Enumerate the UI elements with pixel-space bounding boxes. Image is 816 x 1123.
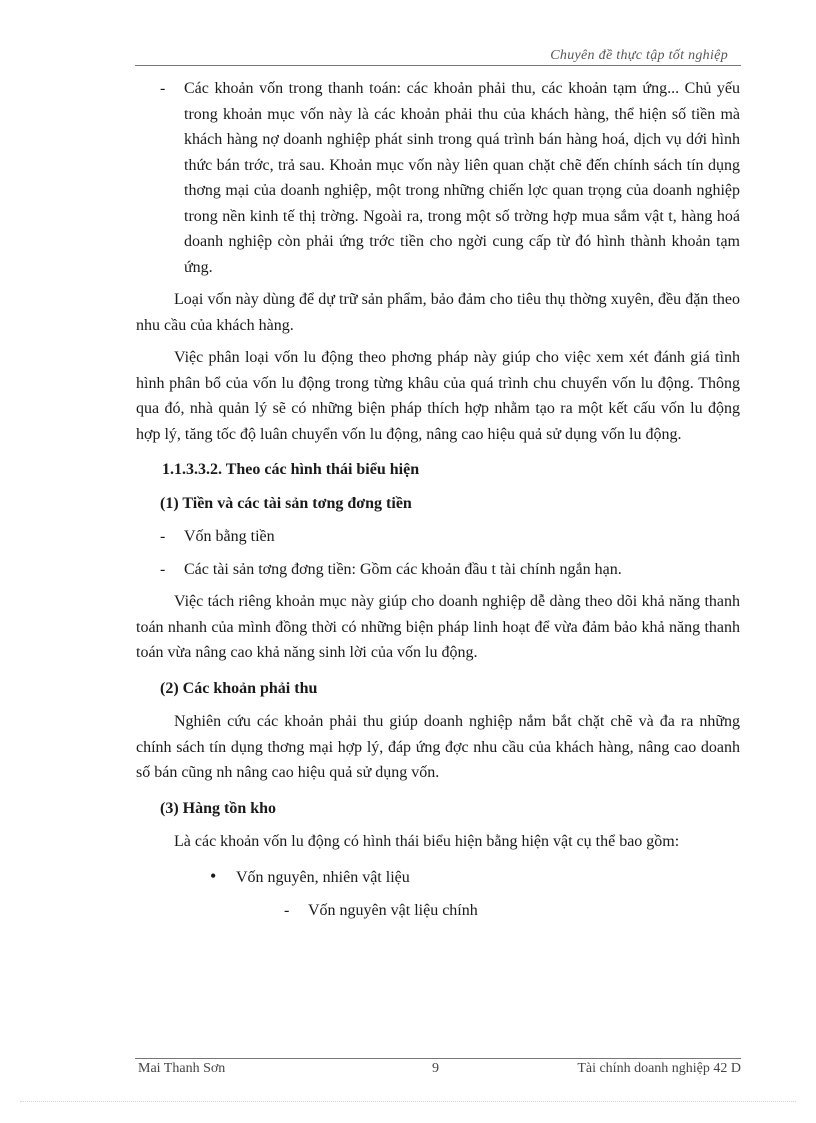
subsection-heading: (3) Hàng tồn kho (160, 799, 277, 817)
subsection-heading: (2) Các khoản phải thu (160, 679, 318, 697)
dash-marker: - (160, 528, 166, 545)
page-number: 9 (432, 1061, 439, 1076)
list-item-text: Vốn bằng tiền (184, 528, 275, 545)
subsection-heading: (1) Tiền và các tài sản tơng đơng tiền (160, 494, 412, 512)
dash-marker: - (160, 80, 166, 97)
paragraph: Là các khoản vốn lu động có hình thái biểu hiện bằng hiện vật cụ thể bao gồm: (174, 833, 680, 850)
header-rule (135, 65, 741, 66)
footer-class: Tài chính doanh nghiệp 42 D (577, 1061, 741, 1076)
nested-list-item (136, 898, 740, 924)
nested-list-item-text: Vốn nguyên vật liệu chính (308, 902, 478, 919)
list-item (136, 76, 740, 280)
list-item-text: Các khoản vốn trong thanh toán: các khoản phải thu, các khoản tạm ứng... Chủ yếu trong khoản mục vốn này là các khoản phải thu của khách hàng, thể hiện số tiền mà khách hàng nợ doanh nghiệp phát sinh trong quá trình bán hàng hoá, dịch vụ dới hình thức bán trớc, trả sau. Khoản mục vốn này liên quan chặt chẽ đến chính sách tín dụng thơng mại của doanh nghiệp, một trong những chiến lợc quan trọng của doanh nghiệp trong nền kinh tế thị trờng. Ngoài ra, trong một số trờng hợp mua sắm vật t, hàng hoá doanh nghiệp còn phải ứng trớc tiền cho ngời cung cấp từ đó hình thành khoản tạm ứng. (184, 80, 740, 276)
bullet-icon: • (210, 865, 217, 886)
bullet-item (136, 865, 740, 891)
footer-author: Mai Thanh Sơn (138, 1061, 226, 1076)
section-heading: 1.1.3.3.2. Theo các hình thái biểu hiện (162, 461, 420, 478)
bullet-item-text: Vốn nguyên, nhiên vật liệu (236, 868, 410, 886)
list-item-text: Các tài sản tơng đơng tiền: Gồm các khoản đầu t tài chính ngắn hạn. (184, 560, 622, 578)
page-body (136, 76, 740, 924)
running-header: Chuyên đề thực tập tốt nghiệp (550, 48, 728, 63)
list-item (136, 557, 740, 583)
dash-marker: - (284, 902, 290, 919)
paragraph: Loại vốn này dùng để dự trữ sản phẩm, bảo đảm cho tiêu thụ thờng xuyên, đều đặn theo nhu cầu của khách hàng. (136, 291, 740, 334)
list-item (136, 524, 740, 550)
paragraph: Việc phân loại vốn lu động theo phơng pháp này giúp cho việc xem xét đánh giá tình hình phân bổ của vốn lu động trong từng khâu của quá trình chu chuyển vốn lu động. Thông qua đó, nhà quản lý sẽ có những biện pháp thích hợp nhằm tạo ra một kết cấu vốn lu động hợp lý, tăng tốc độ luân chuyển vốn lu động, nâng cao hiệu quả sử dụng vốn lu động. (136, 349, 740, 443)
footer-rule (135, 1058, 741, 1059)
page-bottom-border (20, 1101, 796, 1102)
dash-marker: - (160, 560, 166, 578)
paragraph: Việc tách riêng khoản mục này giúp cho doanh nghiệp dễ dàng theo dõi khả năng thanh toán nhanh của mình đồng thời có những biện pháp linh hoạt để vừa đảm bảo khả năng thanh toán vừa nâng cao khả năng sinh lời của vốn lu động. (136, 593, 740, 661)
paragraph: Nghiên cứu các khoản phải thu giúp doanh nghiệp nắm bắt chặt chẽ và đa ra những chính sách tín dụng thơng mại hợp lý, đáp ứng đợc nhu cầu của khách hàng, nâng cao doanh số bán cũng nh nâng cao hiệu quả sử dụng vốn. (136, 713, 740, 781)
